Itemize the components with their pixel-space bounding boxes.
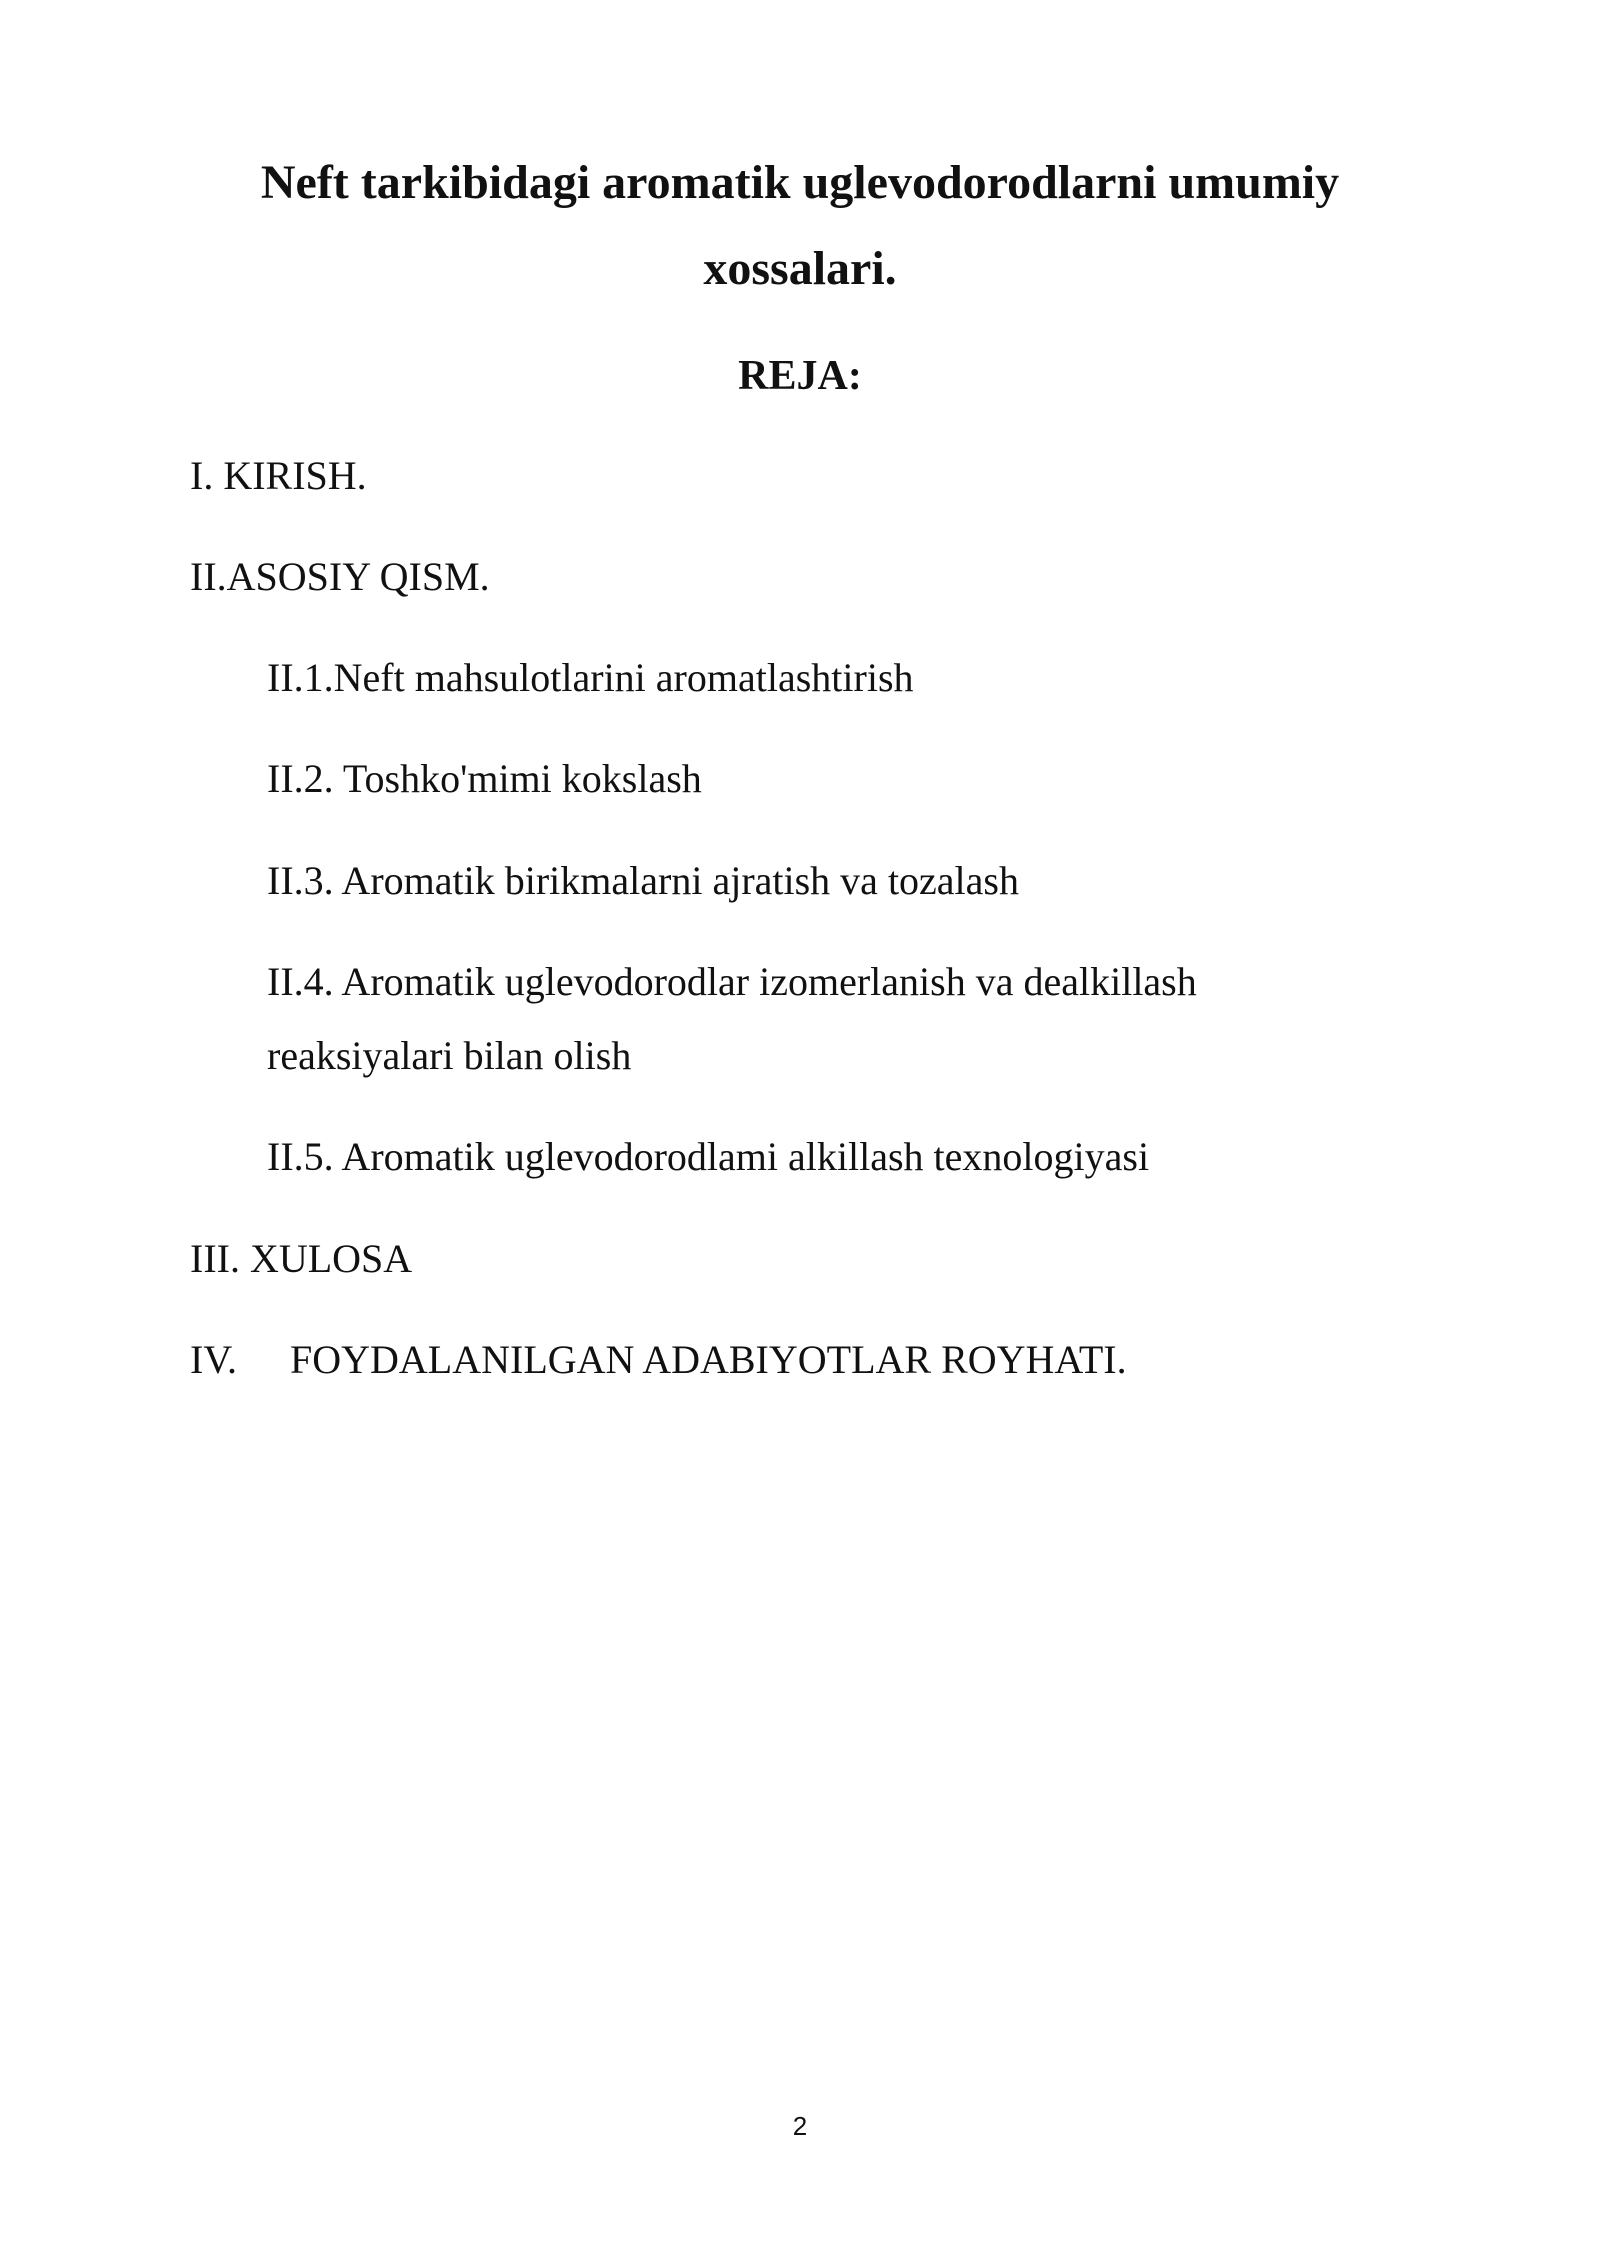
plan-subitem-4-line-1: II.4. Aromatik uglevodorodlar izomerlanish va dealkillash [267,959,1197,1004]
plan-item-references-number: IV. [190,1337,238,1382]
plan-subitem-3: II.3. Aromatik birikmalarni ajratish va tozalash [267,858,1019,903]
document-title-line-1: Neft tarkibidagi aromatik uglevodorodlarni umumiy [260,156,1340,209]
page-number: 2 [792,2111,808,2141]
plan-heading: REJA: [738,353,862,399]
plan-item-main-part: II.ASOSIY QISM. [190,554,490,599]
plan-subitem-1: II.1.Neft mahsulotlarini aromatlashtirish [267,655,914,700]
plan-subitem-5: II.5. Aromatik uglevodorodlami alkillash texnologiyasi [267,1134,1150,1179]
plan-item-introduction: I. KIRISH. [190,453,367,498]
plan-subitem-4-line-2: reaksiyalari bilan olish [267,1033,632,1078]
plan-item-conclusion: III. XULOSA [190,1236,413,1281]
plan-item-references [190,1330,1127,1390]
plan-item-references-label: FOYDALANILGAN ADABIYOTLAR ROYHATI. [290,1337,1127,1382]
plan-subitem-2: II.2. Toshko'mimi kokslash [267,756,702,801]
document-title-line-2: xossalari. [703,242,897,295]
